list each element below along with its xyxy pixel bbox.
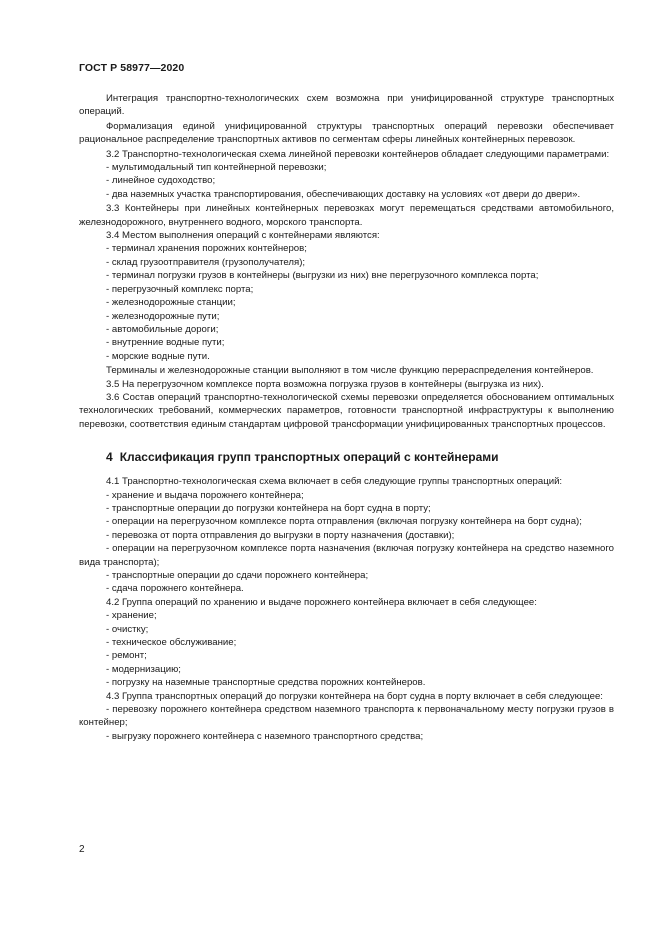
clause-4-2: 4.2 Группа операций по хранению и выдаче порожнего контейнера включает в себя следующее:: [106, 596, 537, 608]
list-item: - очистку;: [106, 623, 149, 635]
clause-3-2: 3.2 Транспортно-технологическая схема линейной перевозки контейнеров обладает следующими параметрами:: [106, 148, 610, 160]
list-item: - терминал хранения порожних контейнеров;: [106, 243, 307, 255]
document-body: [79, 92, 614, 743]
list-item: - железнодорожные пути;: [106, 310, 220, 322]
clause-4-3: 4.3 Группа транспортных операций до погрузки контейнера на борт судна в порту включает в себя следующее:: [106, 690, 603, 702]
list-item: - внутренние водные пути;: [106, 337, 225, 349]
paragraph: Формализация единой унифицированной структуры транспортных операций перевозки обеспечивает рациональное распределение транспортных активов по сегментам сферы линейных контейнерных перевозок.: [79, 120, 614, 146]
clause-3-5: 3.5 На перегрузочном комплексе порта возможна погрузка грузов в контейнеры (выгрузка из них).: [106, 378, 544, 390]
list-item: - хранение и выдача порожнего контейнера;: [106, 489, 304, 501]
list-item: - модернизацию;: [106, 663, 181, 675]
clause-4-1: 4.1 Транспортно-технологическая схема включает в себя следующие группы транспортных операций:: [106, 476, 563, 488]
list-item: - выгрузку порожнего контейнера с наземного транспортного средства;: [106, 730, 424, 742]
clause-3-4: 3.4 Местом выполнения операций с контейнерами являются:: [106, 230, 380, 242]
section-title: Классификация групп транспортных операций с контейнерами: [119, 450, 499, 465]
list-item: - транспортные операции до погрузки контейнера на борт судна в порту;: [106, 502, 431, 514]
list-item: - хранение;: [106, 610, 157, 622]
list-item: - перевозка от порта отправления до выгрузки в порту назначения (доставки);: [106, 529, 455, 541]
paragraph: Терминалы и железнодорожные станции выполняют в том числе функцию перераспределения контейнеров.: [106, 365, 594, 377]
list-item: - перегрузочный комплекс порта;: [106, 283, 254, 295]
list-item: - погрузку на наземные транспортные средства порожних контейнеров.: [106, 677, 426, 689]
list-item: - операции на перегрузочном комплексе порта назначения (включая погрузку контейнера на средство наземного вида транспорта);: [79, 543, 614, 568]
list-item: - склад грузоотправителя (грузополучателя);: [106, 256, 306, 268]
clause-3-3: 3.3 Контейнеры при линейных контейнерных перевозках могут перемещаться средствами автомобильного, железнодорожного, внутреннего водного, морского транспорта.: [79, 203, 614, 228]
page-number: 2: [79, 844, 85, 855]
list-item: - сдача порожнего контейнера.: [106, 583, 244, 595]
list-item: - операции на перегрузочном комплексе порта отправления (включая погрузку контейнера на борт судна);: [106, 516, 582, 528]
list-item: - линейное судоходство;: [106, 175, 216, 187]
document-header: ГОСТ Р 58977—2020: [79, 62, 185, 74]
list-item: - два наземных участка транспортирования, обеспечивающих доставку на условиях «от двери до двери».: [106, 188, 581, 200]
list-item: - транспортные операции до сдачи порожнего контейнера;: [106, 570, 369, 581]
list-item: - железнодорожные станции;: [106, 297, 236, 309]
list-item: - перевозку порожнего контейнера средством наземного транспорта к первоначальному месту погрузки грузов в контейнер;: [79, 704, 614, 729]
list-item: - автомобильные дороги;: [106, 323, 219, 335]
list-item: - морские водные пути.: [106, 350, 210, 362]
list-item: - ремонт;: [106, 650, 147, 662]
section-heading: [106, 450, 614, 465]
list-item: - мультимодальный тип контейнерной перевозки;: [106, 162, 327, 174]
section-number: 4: [106, 450, 113, 465]
list-item: - терминал погрузки грузов в контейнеры (выгрузки из них) вне перегрузочного комплекса порта;: [106, 270, 539, 282]
clause-3-6: 3.6 Состав операций транспортно-технологической схемы перевозки определяется обоснованием оптимальных технологических требований, коммерческих параметров, готовности транспортной инфраструктуры к выполнению перевозки, соответствия единым стандартам цифровой трансформации унифицированных транспортных процессов.: [79, 391, 614, 430]
paragraph: Интеграция транспортно-технологических схем возможна при унифицированной структуре транспортных операций.: [79, 93, 614, 118]
list-item: - техническое обслуживание;: [106, 637, 237, 649]
